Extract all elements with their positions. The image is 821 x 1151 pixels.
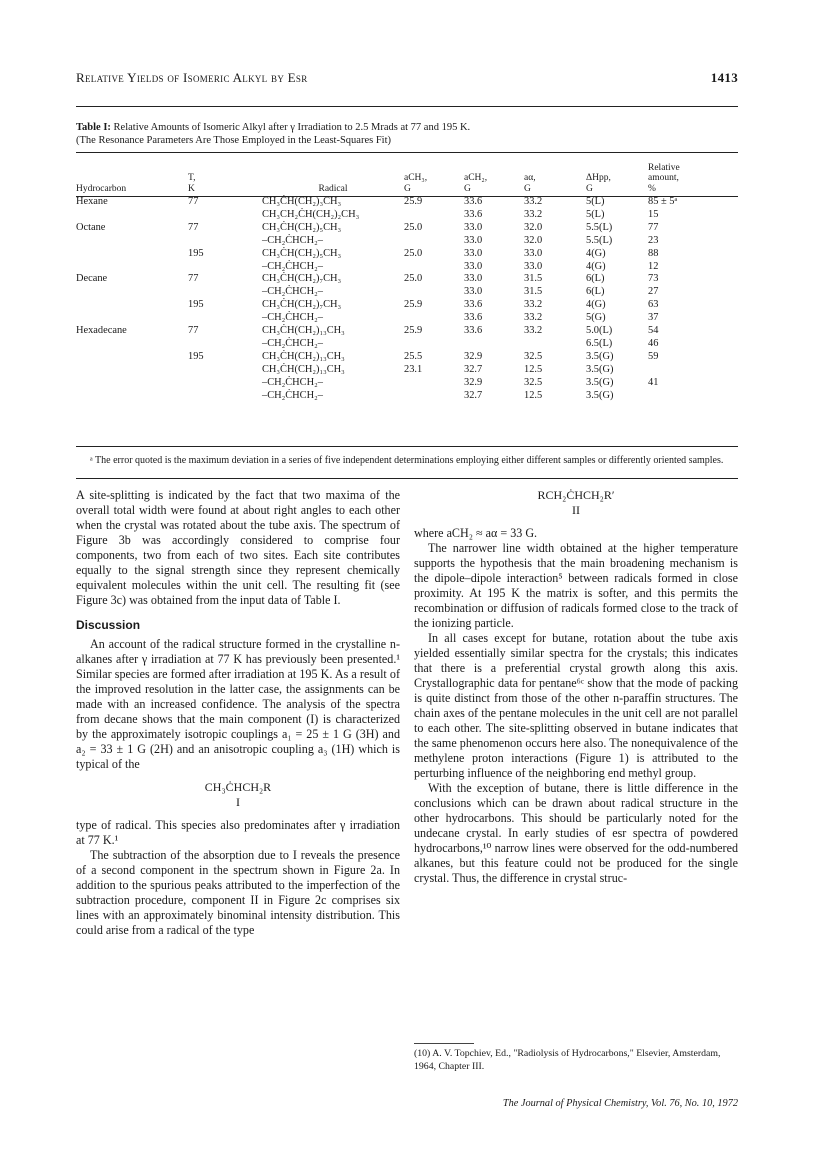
cell-a-alpha: 31.5 bbox=[524, 273, 543, 285]
table-label: Table I: bbox=[76, 122, 111, 133]
cell-a-ch3 bbox=[404, 338, 464, 351]
paragraph: type of radical. This species also predominates after γ irradiation at 77 K.¹ bbox=[76, 818, 400, 847]
cell-relative-amount: 54 bbox=[648, 325, 659, 337]
col-a-ch2-label: aCH₂, bbox=[464, 173, 488, 183]
cell-a-ch3: 25.9 bbox=[404, 196, 423, 207]
cell-a-ch2: 33.0 bbox=[464, 286, 483, 298]
col-delta-h-label: ΔHpp, bbox=[586, 173, 611, 183]
cell-delta-h: 5.5(L) bbox=[586, 221, 613, 233]
cell-a-ch3: 25.0 bbox=[404, 221, 423, 233]
table-caption-line2: (The Resonance Parameters Are Those Employed in the Least-Squares Fit) bbox=[76, 135, 392, 146]
paragraph: In all cases except for butane, rotation about the tube axis yielded essentially similar spectra for the crystals; this indicates that there is a preferential crystal growth along this axis. Crystallographic data for pentane⁶ᶜ show that the mode of packing is quite distinct from those of the other n-paraffin structures. The chain axes of the pentane molecules in the unit cell are not parallel to each other. The site-splitting observed in butane indicates that the same phenomenon occurs here also. The nonequivalence of the methylene proton interactions (Figure 1) is attributed to the perturbing influence of the neighboring end methyl group. bbox=[414, 631, 738, 780]
col-t-label: T, bbox=[188, 173, 196, 183]
cell-relative-amount: 73 bbox=[648, 273, 659, 285]
header-rule bbox=[76, 106, 738, 107]
cell-delta-h: 6(L) bbox=[586, 286, 605, 298]
cell-relative-amount: 12 bbox=[648, 260, 659, 272]
cell-relative-amount: 85 ± 5ᵃ bbox=[648, 196, 678, 207]
cell-hydrocarbon: Decane bbox=[76, 273, 108, 285]
cell-temperature bbox=[188, 364, 262, 377]
structure-formula: CH₃ĊHCH₂R bbox=[204, 780, 272, 794]
table-row bbox=[76, 377, 738, 390]
cell-a-ch3 bbox=[404, 312, 464, 325]
cell-a-ch3 bbox=[404, 235, 464, 248]
cell-a-ch2: 33.6 bbox=[464, 325, 483, 337]
cell-temperature: 77 bbox=[188, 221, 199, 233]
table-top-rule bbox=[76, 152, 738, 153]
cell-relative-amount bbox=[648, 364, 738, 377]
cell-hydrocarbon bbox=[76, 299, 188, 312]
cell-radical: –CH₂ĊHCH₂– bbox=[262, 389, 323, 401]
paragraph: A site-splitting is indicated by the fact that two maxima of the overall total width were found at about right angles to each other when the crystal was rotated about the tube axis. The spectrum of Figure 3b was accordingly considered to comprise four components, two from each of two sites. Each site contributes equally to the signal strength since they represent chemically equivalent molecules within the unit cell. The resulting fit (see Figure 3c) was obtained from the input data of Table I. bbox=[76, 488, 400, 607]
cell-delta-h: 3.5(G) bbox=[586, 350, 614, 362]
cell-temperature bbox=[188, 235, 262, 248]
cell-radical: CH₃ĊH(CH₂)₁₃CH₃ bbox=[262, 350, 345, 362]
cell-relative-amount: 37 bbox=[648, 312, 659, 324]
cell-radical: –CH₂ĊHCH₂– bbox=[262, 337, 323, 349]
cell-hydrocarbon bbox=[76, 261, 188, 274]
cell-a-ch3 bbox=[404, 390, 464, 403]
table-footnote: ᵃ The error quoted is the maximum deviation in a series of five independent determinations employing either different samples or differently oriented samples. bbox=[90, 455, 724, 466]
cell-hydrocarbon: Hexane bbox=[76, 196, 108, 207]
col-relative-amount bbox=[648, 158, 738, 196]
table-row bbox=[76, 209, 738, 222]
cell-radical: CH₃ĊH(CH₂)₁₃CH₃ bbox=[262, 325, 345, 337]
cell-delta-h: 5(L) bbox=[586, 196, 605, 207]
cell-radical: CH₃ĊH(CH₂)₇CH₃ bbox=[262, 273, 342, 285]
cell-delta-h: 5(G) bbox=[586, 312, 606, 324]
cell-a-ch3: 25.9 bbox=[404, 325, 423, 337]
cell-hydrocarbon bbox=[76, 364, 188, 377]
cell-a-ch3 bbox=[404, 286, 464, 299]
cell-temperature bbox=[188, 261, 262, 274]
table-row bbox=[76, 261, 738, 274]
paragraph: The narrower line width obtained at the higher temperature supports the hypothesis that the main broadening mechanism is the dipole–dipole interaction⁵ between radicals formed in close proximity. At 195 K the matrix is softer, and this permits the recombination or diffusion of radicals formed close to the track of the ionizing particle. bbox=[414, 541, 738, 630]
table-row bbox=[76, 364, 738, 377]
cell-hydrocarbon bbox=[76, 390, 188, 403]
cell-temperature: 77 bbox=[188, 325, 199, 337]
cell-temperature: 77 bbox=[188, 196, 199, 207]
cell-a-alpha bbox=[524, 338, 586, 351]
cell-a-alpha: 32.5 bbox=[524, 350, 543, 362]
cell-a-ch3: 25.0 bbox=[404, 273, 423, 285]
cell-relative-amount: 63 bbox=[648, 299, 659, 311]
cell-a-ch2: 33.0 bbox=[464, 247, 483, 259]
cell-a-ch2: 33.6 bbox=[464, 299, 483, 311]
table-bottom-rule bbox=[76, 446, 738, 447]
table-header-rule bbox=[76, 196, 738, 197]
cell-delta-h: 5(L) bbox=[586, 208, 605, 220]
cell-radical: –CH₂ĊHCH₂– bbox=[262, 376, 323, 388]
cell-a-ch3: 25.0 bbox=[404, 247, 423, 259]
cell-relative-amount: 46 bbox=[648, 337, 659, 349]
cell-delta-h: 4(G) bbox=[586, 260, 606, 272]
cell-relative-amount: 77 bbox=[648, 221, 659, 233]
col-delta-h bbox=[586, 158, 648, 196]
cell-a-alpha: 33.2 bbox=[524, 208, 543, 220]
cell-delta-h: 5.0(L) bbox=[586, 325, 613, 337]
cell-temperature bbox=[188, 377, 262, 390]
cell-radical: CH₃ĊH(CH₂)₅CH₃ bbox=[262, 247, 342, 259]
cell-hydrocarbon bbox=[76, 312, 188, 325]
table-row bbox=[76, 390, 738, 403]
col-a-ch3-unit: G bbox=[404, 183, 411, 194]
table-header-row bbox=[76, 158, 738, 196]
cell-temperature: 195 bbox=[188, 350, 204, 362]
cell-radical: –CH₂ĊHCH₂– bbox=[262, 286, 323, 298]
cell-temperature bbox=[188, 338, 262, 351]
table-row bbox=[76, 248, 738, 261]
col-a-alpha-unit: G bbox=[524, 183, 531, 194]
structure-label: II bbox=[572, 503, 580, 517]
cell-relative-amount: 59 bbox=[648, 350, 659, 362]
cell-a-alpha: 31.5 bbox=[524, 286, 543, 298]
cell-a-ch2 bbox=[464, 338, 524, 351]
cell-temperature: 195 bbox=[188, 247, 204, 259]
cell-delta-h: 3.5(G) bbox=[586, 389, 614, 401]
cell-hydrocarbon bbox=[76, 351, 188, 364]
cell-relative-amount: 88 bbox=[648, 247, 659, 259]
table-caption bbox=[76, 121, 738, 147]
cell-a-ch3 bbox=[404, 261, 464, 274]
cell-delta-h: 4(G) bbox=[586, 247, 606, 259]
cell-delta-h: 4(G) bbox=[586, 299, 606, 311]
cell-hydrocarbon bbox=[76, 248, 188, 261]
cell-a-ch3: 23.1 bbox=[404, 363, 423, 375]
paragraph: where aCH₂ ≈ aα = 33 G. bbox=[414, 526, 538, 540]
table-row bbox=[76, 286, 738, 299]
cell-hydrocarbon bbox=[76, 209, 188, 222]
col-a-alpha-label: aα, bbox=[524, 173, 536, 183]
col-hydrocarbon: Hydrocarbon bbox=[76, 183, 127, 194]
col-a-alpha bbox=[524, 158, 586, 196]
cell-a-ch2: 32.7 bbox=[464, 363, 483, 375]
cell-delta-h: 6(L) bbox=[586, 273, 605, 285]
cell-a-alpha: 32.0 bbox=[524, 221, 543, 233]
paragraph: The subtraction of the absorption due to I reveals the presence of a second component in the spectrum shown in Figure 2a. In addition to the spurious peaks attributed to the imperfection of the subtraction procedure, component II in Figure 2c comprises six lines with an approximately binominal intensity distribution. This could arise from a radical of the type bbox=[76, 848, 400, 937]
table-row bbox=[76, 273, 738, 286]
reference: (10) A. V. Topchiev, Ed., "Radiolysis of Hydrocarbons," Elsevier, Amsterdam, 1964, Chapter III. bbox=[414, 1048, 721, 1072]
cell-a-alpha: 33.2 bbox=[524, 312, 543, 324]
cell-relative-amount: 41 bbox=[648, 376, 659, 388]
table-caption-text: Relative Amounts of Isomeric Alkyl after γ Irradiation to 2.5 Mrads at 77 and 195 K. bbox=[110, 122, 471, 133]
cell-a-alpha: 12.5 bbox=[524, 363, 543, 375]
cell-a-ch2: 33.6 bbox=[464, 312, 483, 324]
cell-a-ch2: 32.9 bbox=[464, 376, 483, 388]
table-row bbox=[76, 299, 738, 312]
table-row bbox=[76, 312, 738, 325]
cell-a-ch2: 32.7 bbox=[464, 389, 483, 401]
cell-hydrocarbon: Octane bbox=[76, 221, 106, 233]
cell-temperature: 195 bbox=[188, 299, 204, 311]
cell-relative-amount bbox=[648, 390, 738, 403]
cell-relative-amount: 23 bbox=[648, 234, 659, 246]
cell-a-ch2: 32.9 bbox=[464, 350, 483, 362]
cell-a-ch3 bbox=[404, 377, 464, 390]
cell-a-alpha: 33.0 bbox=[524, 247, 543, 259]
cell-radical: CH₃ĊH(CH₂)₃CH₃ bbox=[262, 196, 342, 207]
col-a-ch3 bbox=[404, 158, 464, 196]
data-table bbox=[76, 158, 738, 403]
right-column bbox=[414, 488, 738, 886]
cell-radical: –CH₂ĊHCH₂– bbox=[262, 312, 323, 324]
cell-hydrocarbon: Hexadecane bbox=[76, 325, 127, 337]
reference-rule bbox=[414, 1043, 474, 1044]
cell-relative-amount: 27 bbox=[648, 286, 659, 298]
running-head bbox=[76, 70, 738, 90]
table-row bbox=[76, 222, 738, 235]
cell-a-ch2: 33.0 bbox=[464, 234, 483, 246]
cell-a-ch2: 33.0 bbox=[464, 221, 483, 233]
col-a-ch2-unit: G bbox=[464, 183, 471, 194]
footnote-rule bbox=[76, 478, 738, 479]
table-body bbox=[76, 196, 738, 403]
table-row bbox=[76, 338, 738, 351]
cell-a-ch2: 33.0 bbox=[464, 273, 483, 285]
cell-a-ch2: 33.0 bbox=[464, 260, 483, 272]
cell-hydrocarbon bbox=[76, 338, 188, 351]
cell-a-alpha: 33.2 bbox=[524, 325, 543, 337]
col-delta-h-unit: G bbox=[586, 183, 593, 194]
cell-delta-h: 6.5(L) bbox=[586, 337, 613, 349]
cell-radical: CH₃ĊH(CH₂)₅CH₃ bbox=[262, 221, 342, 233]
col-rel-label-3: % bbox=[648, 183, 656, 194]
cell-radical: –CH₂ĊHCH₂– bbox=[262, 260, 323, 272]
col-a-ch2 bbox=[464, 158, 524, 196]
cell-relative-amount: 15 bbox=[648, 208, 659, 220]
cell-radical: CH₃ĊH(CH₂)₁₃CH₃ bbox=[262, 363, 345, 375]
cell-a-alpha: 32.5 bbox=[524, 376, 543, 388]
cell-temperature bbox=[188, 209, 262, 222]
col-rel-label-1: Relative bbox=[648, 162, 680, 173]
structure-formula: RCH₂ĊHCH₂R′ bbox=[537, 488, 615, 502]
cell-hydrocarbon bbox=[76, 235, 188, 248]
cell-a-alpha: 33.0 bbox=[524, 260, 543, 272]
cell-delta-h: 5.5(L) bbox=[586, 234, 613, 246]
cell-hydrocarbon bbox=[76, 286, 188, 299]
table-row bbox=[76, 351, 738, 364]
col-rel-label-2: amount, bbox=[648, 173, 679, 183]
table-row bbox=[76, 235, 738, 248]
cell-delta-h: 3.5(G) bbox=[586, 376, 614, 388]
cell-delta-h: 3.5(G) bbox=[586, 363, 614, 375]
col-a-ch3-label: aCH₃, bbox=[404, 173, 428, 183]
cell-temperature bbox=[188, 286, 262, 299]
cell-a-ch3: 25.9 bbox=[404, 299, 423, 311]
cell-temperature: 77 bbox=[188, 273, 199, 285]
cell-temperature bbox=[188, 312, 262, 325]
cell-a-ch2: 33.6 bbox=[464, 196, 483, 207]
cell-a-ch3 bbox=[404, 209, 464, 222]
cell-a-alpha: 33.2 bbox=[524, 196, 543, 207]
table-row bbox=[76, 325, 738, 338]
section-heading: Discussion bbox=[76, 618, 141, 632]
left-column bbox=[76, 488, 400, 938]
col-t-unit: K bbox=[188, 183, 195, 194]
cell-a-alpha: 12.5 bbox=[524, 389, 543, 401]
structure-label: I bbox=[236, 795, 240, 809]
cell-a-ch2: 33.6 bbox=[464, 208, 483, 220]
paragraph: An account of the radical structure formed in the crystalline n-alkanes after γ irradiation at 77 K has previously been presented.¹ Similar species are formed after irradiation at 195 K. As a result of the improved resolution in the latter case, the assignments can be made with an increased confidence. The analysis of the spectra from decane shows that the main component (I) is characterized by the approximately isotropic couplings a₁ = 25 ± 1 G (3H) and a₂ = 33 ± 1 G (2H) and an anisotropic coupling a₃ (1H) which is typical of the bbox=[76, 637, 400, 771]
cell-hydrocarbon bbox=[76, 377, 188, 390]
journal-footer: The Journal of Physical Chemistry, Vol. 76, No. 10, 1972 bbox=[502, 1098, 738, 1109]
cell-a-alpha: 33.2 bbox=[524, 299, 543, 311]
paragraph: With the exception of butane, there is little difference in the conclusions which can be drawn about radical structure in the other hydrocarbons. This should be particularly noted for the undecane crystal. In early studies of esr spectra of powdered hydrocarbons,¹⁰ narrow lines were observed for the odd-numbered alkanes, but this feature could not be produced for the single crystal. Thus, the difference in crystal struc- bbox=[414, 781, 738, 885]
cell-radical: –CH₂ĊHCH₂– bbox=[262, 234, 323, 246]
running-title: Relative Yields of Isomeric Alkyl by Esr bbox=[76, 70, 308, 85]
cell-temperature bbox=[188, 390, 262, 403]
page-number: 1413 bbox=[710, 70, 738, 85]
cell-radical: CH₃CH₂ĊH(CH₂)₂CH₃ bbox=[262, 208, 360, 220]
col-radical: Radical bbox=[318, 183, 348, 194]
col-temperature bbox=[188, 158, 262, 196]
cell-radical: CH₃ĊH(CH₂)₇CH₃ bbox=[262, 299, 342, 311]
table-row bbox=[76, 196, 738, 209]
cell-a-alpha: 32.0 bbox=[524, 234, 543, 246]
cell-a-ch3: 25.5 bbox=[404, 350, 423, 362]
